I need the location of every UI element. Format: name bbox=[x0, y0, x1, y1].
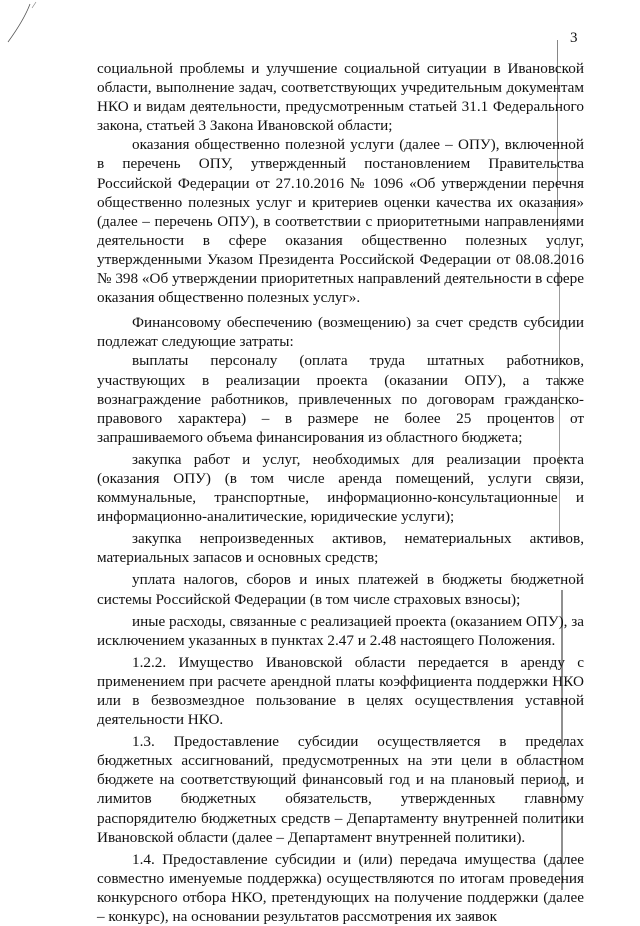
paragraph: 1.3. Предоставление субсидии осуществляется в пределах бюджетных ассигнований, предусмотренных на эти цели в областном бюджете на соответствующий финансовый год и на плановый период, и лимитов бюджетных обязательств, утвержденных главному распорядителю бюджетных средств – Департаменту внутренней политики Ивановской области (далее – Департамент внутренней политики). bbox=[97, 733, 584, 846]
paragraph: закупка работ и услуг, необходимых для реализации проекта (оказания ОПУ) (в том числе аренда помещений, услуги связи, коммунальные, транспортные, информационно-консультационные и информационно-аналитические, юридические услуги); bbox=[97, 450, 584, 526]
paragraph: 1.4. Предоставление субсидии и (или) передача имущества (далее совместно именуемые поддержка) осуществляются по итогам проведения конкурсного отбора НКО, претендующих на получение поддержки (далее – конкурс), на основании результатов рассмотрения их заявок bbox=[97, 850, 584, 926]
paragraph: 1.2.2. Имущество Ивановской области передается в аренду с применением при расчете арендной платы коэффициента поддержки НКО или в безвозмездное пользование в целях осуществления уставной деятельности НКО. bbox=[97, 653, 584, 729]
page-number: 3 bbox=[570, 30, 578, 46]
document-body bbox=[97, 59, 584, 926]
paragraph: Финансовому обеспечению (возмещению) за счет средств субсидии подлежат следующие затраты: bbox=[97, 314, 584, 351]
paragraph: иные расходы, связанные с реализацией проекта (оказанием ОПУ), за исключением указанных в пунктах 2.47 и 2.48 настоящего Положения. bbox=[97, 612, 584, 649]
paragraph: закупка непроизведенных активов, нематериальных активов, материальных запасов и основных средств; bbox=[97, 530, 584, 567]
paragraph: социальной проблемы и улучшение социальной ситуации в Ивановской области, выполнение задач, соответствующих учредительным документам НКО и видам деятельности, предусмотренным статьей 31.1 Федерального закона, статьей 3 Закона Ивановской области; bbox=[97, 60, 584, 135]
paragraph: выплаты персоналу (оплата труда штатных работников, участвующих в реализации проекта (оказании ОПУ), а также вознаграждение работников, привлеченных по договорам гражданско-правового характера) – в размере не более 25 процентов от запрашиваемого объема финансирования из областного бюджета; bbox=[97, 352, 584, 446]
paragraph: уплата налогов, сборов и иных платежей в бюджеты бюджетной системы Российской Федерации (в том числе страховых взносы); bbox=[97, 571, 584, 608]
scan-corner-mark bbox=[0, 0, 60, 45]
paragraph: оказания общественно полезной услуги (далее – ОПУ), включенной в перечень ОПУ, утвержденный постановлением Правительства Российской Федерации от 27.10.2016 № 1096 «Об утверждении перечня общественно полезных услуг и критериев оценки качества их оказания» (далее – перечень ОПУ), в соответствии с приоритетными направлениями деятельности в сфере оказания общественно полезных услуг, утвержденными Указом Президента Российской Федерации от 08.08.2016 № 398 «Об утверждении приоритетных направлений деятельности в сфере оказания общественно полезных услуг». bbox=[97, 136, 584, 307]
